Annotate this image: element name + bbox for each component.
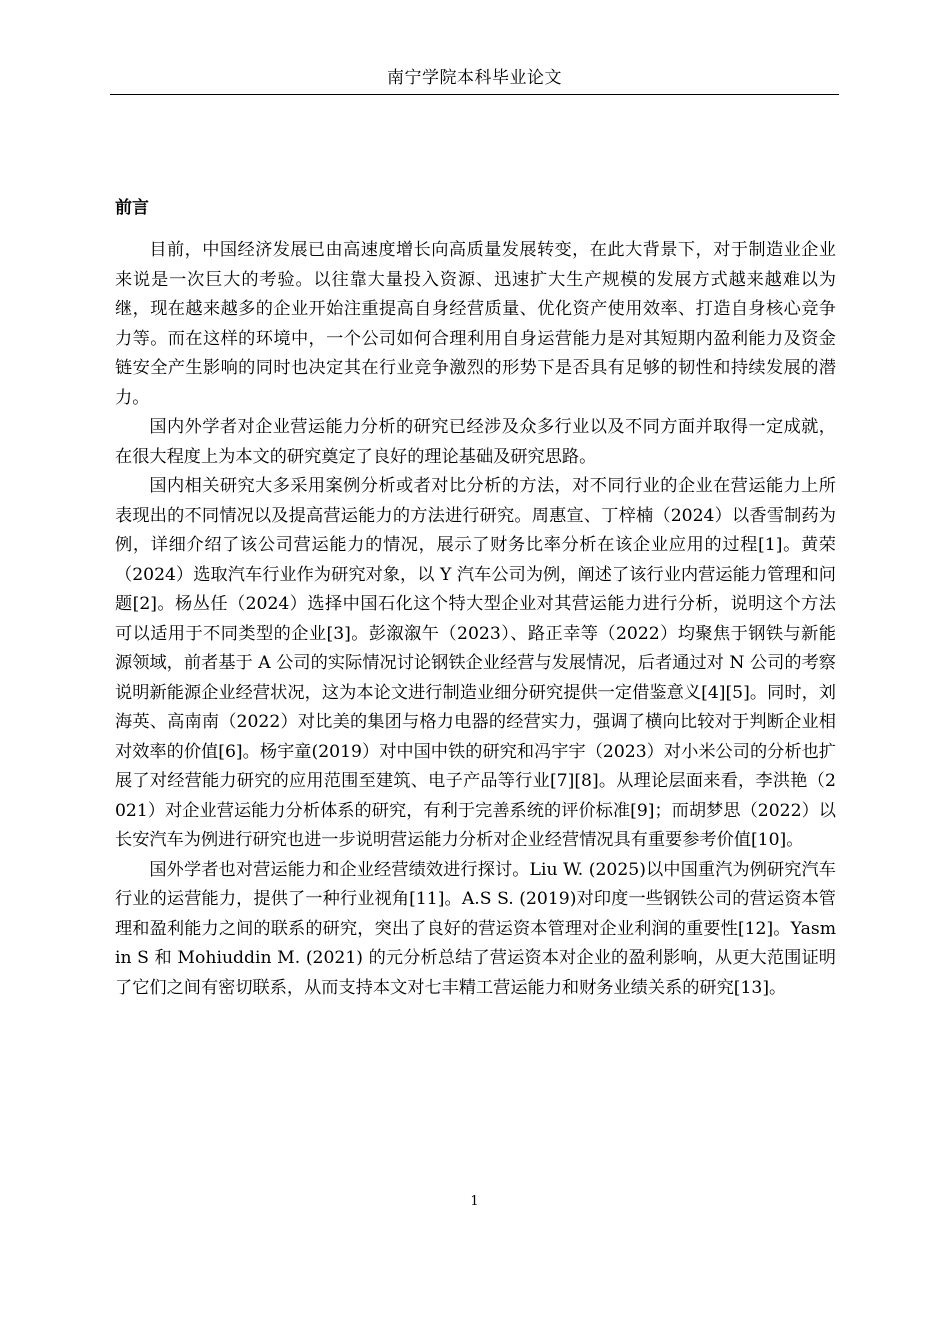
page-header-title: 南宁学院本科毕业论文 — [387, 68, 562, 88]
paragraph-2: 国内外学者对企业营运能力分析的研究已经涉及众多行业以及不同方面并取得一定成就，在很大程度上为本文的研究奠定了良好的理论基础及研究思路。 — [115, 417, 836, 467]
header-divider — [110, 94, 839, 95]
paragraph-1: 目前，中国经济发展已由高速度增长向高质量发展转变，在此大背景下，对于制造业企业来说是一次巨大的考验。以往靠大量投入资源、迅速扩大生产规模的发展方式越来越难以为继，现在越来越多的企业开始注重提高自身经营质量、优化资产使用效率、打造自身核心竞争力等。而在这样的环境中，一个公司如何合理利用自身运营能力是对其短期内盈利能力及资金链安全产生影响的同时也决定其在行业竞争激烈的形势下是否具有足够的韧性和持续发展的潜力。 — [115, 240, 836, 408]
paragraph-4: 国外学者也对营运能力和企业经营绩效进行探讨。Liu W. (2025)以中国重汽为例研究汽车行业的运营能力，提供了一种行业视角[11]。A.S S. (2019)对印度一些钢铁公司的营运资本管理和盈利能力之间的联系的研究，突出了良好的营运资本管理对企业利润的重要性[12]。Yasmin S 和 Mohiuddin M. (2021) 的元分析总结了营运资本对企业的盈利影响，从更大范围证明了它们之间有密切联系，从而支持本文对七丰精工营运能力和财务业绩关系的研究[13]。 — [115, 859, 836, 998]
body-text — [115, 236, 836, 1003]
paragraph-3: 国内相关研究大多采用案例分析或者对比分析的方法，对不同行业的企业在营运能力上所表现出的不同情况以及提高营运能力的方法进行研究。周惠宣、丁梓楠（2024）以香雪制药为例，详细介绍了该公司营运能力的情况，展示了财务比率分析在该企业应用的过程[1]。黄荣（2024）选取汽车行业作为研究对象，以 Y 汽车公司为例，阐述了该行业内营运能力管理和问题[2]。杨丛任（2024）选择中国石化这个特大型企业对其营运能力进行分析，说明这个方法可以适用于不同类型的企业[3]。彭溆溆午（2023）、路正幸等（2022）均聚焦于钢铁与新能源领域，前者基于 A 公司的实际情况讨论钢铁企业经营与发展情况，后者通过对 N 公司的考察说明新能源企业经营状况，这为本论文进行制造业细分研究提供一定借鉴意义[4][5]。同时，刘海英、高南南（2022）对比美的集团与格力电器的经营实力，强调了横向比较对于判断企业相对效率的价值[6]。杨宇童(2019）对中国中铁的研究和冯宇宇（2023）对小米公司的分析也扩展了对经营能力研究的应用范围至建筑、电子产品等行业[7][8]。从理论层面来看，李洪艳（2021）对企业营运能力分析体系的研究，有利于完善系统的评价标准[9]；而胡梦思（2022）以长安汽车为例进行研究也进一步说明营运能力分析对企业经营情况具有重要参考价值[10]。 — [115, 476, 836, 850]
page-number: 1 — [470, 1194, 479, 1209]
section-title: 前言 — [115, 198, 149, 218]
